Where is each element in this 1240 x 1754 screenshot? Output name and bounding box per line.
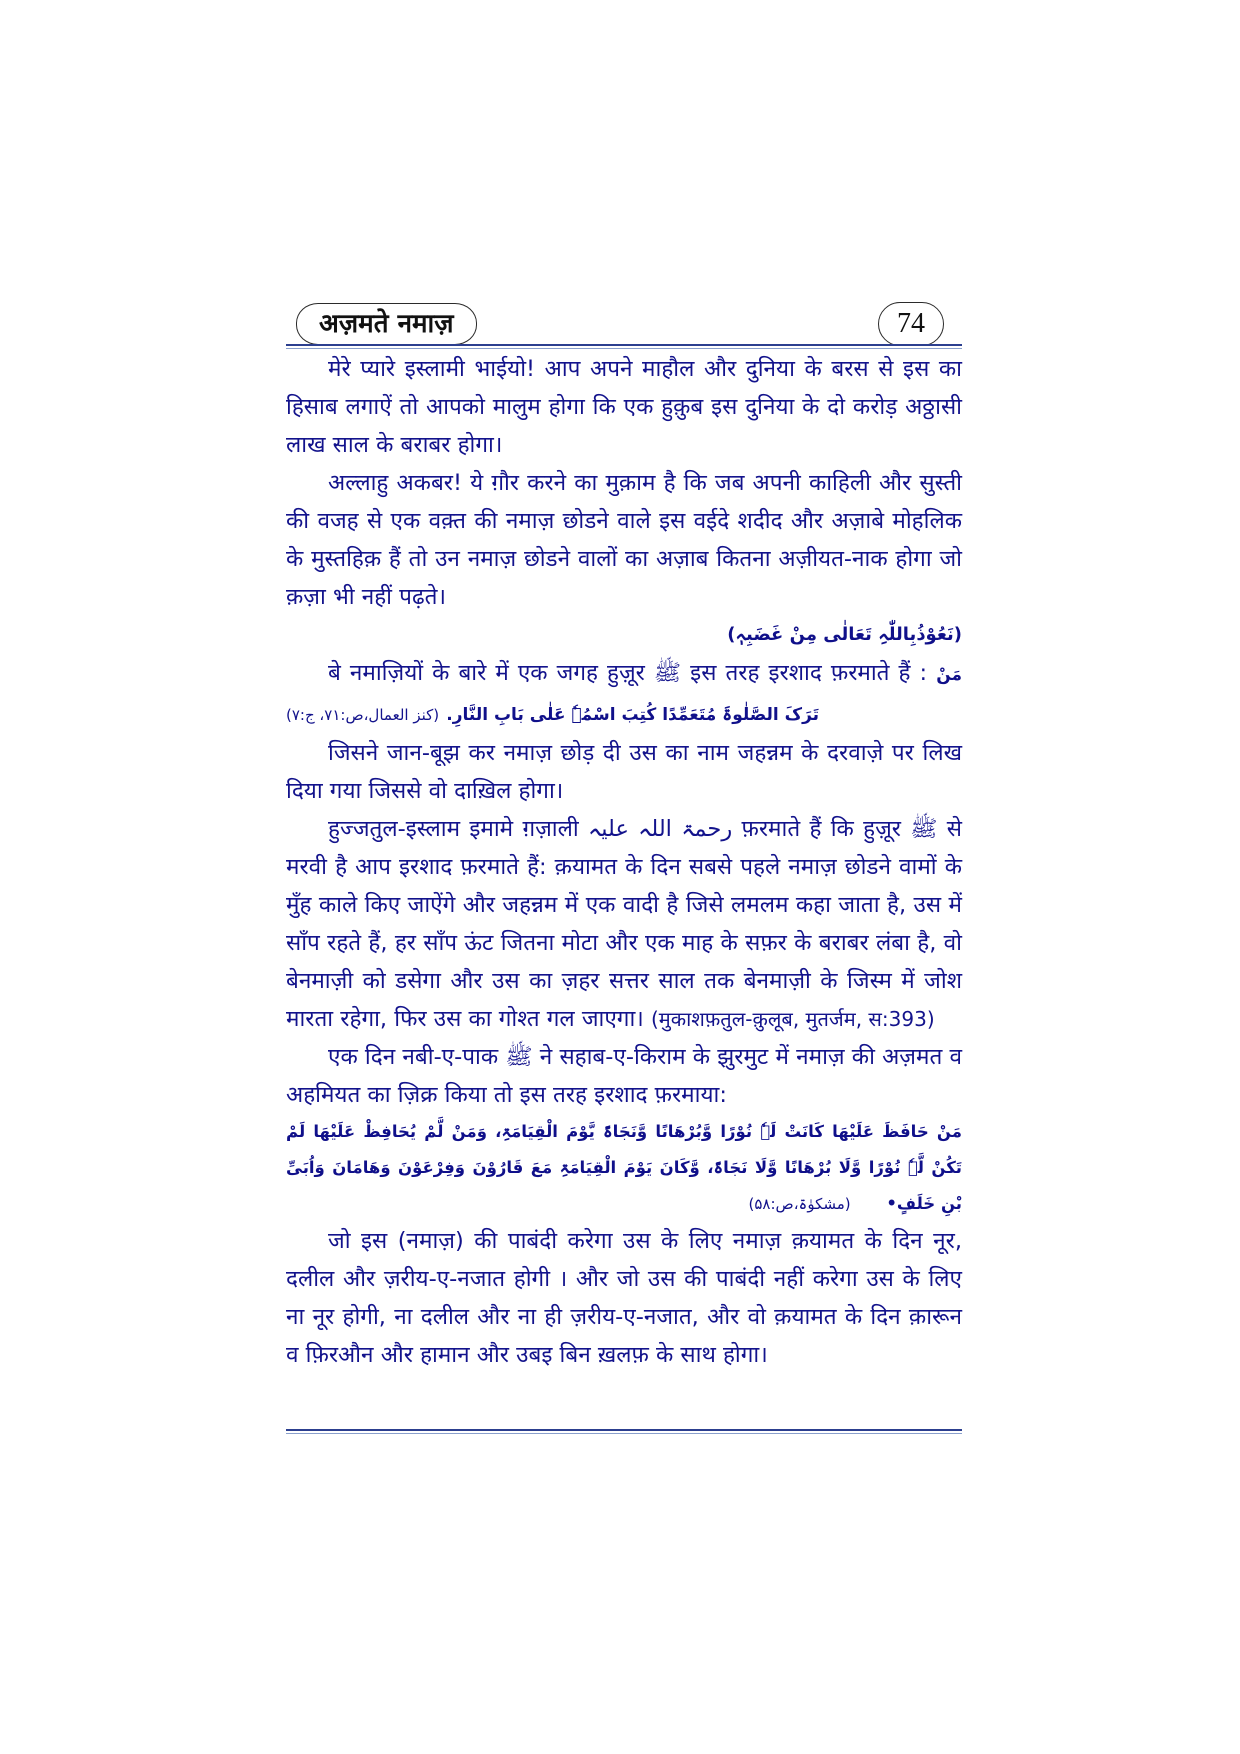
hadith-arabic-1: مَنْ تَرَکَ الصَّلٰوۃَ مُتَعَمِّدًا کُتِبَ اسْمُہٗ عَلٰی بَابِ النَّارِ. bbox=[446, 665, 963, 725]
header-rule-thin bbox=[286, 348, 962, 349]
hadith-arabic-2-text: مَنْ حَافَظَ عَلَیْھَا کَانَتْ لَہٗ نُوْرًا وَّبُرْھَانًا وَّنَجَاۃً یَّوْمَ الْقِیَامَۃِ، وَمَنْ لَّمْ یُحَافِظْ عَلَیْھَا لَمْ تَکُنْ لَّہٗ نُوْرًا وَّلَا بُرْھَانًا وَّلَا نَجَاۃً، وَّکَانَ یَوْمَ الْقِیَامَۃِ مَعَ قَارُوْنَ وَفِرْعَوْنَ وَھَامَانَ وَاُبَیِّ بْنِ خَلَفٍ• bbox=[286, 1122, 962, 1213]
body-text bbox=[286, 350, 962, 1374]
hadith-reference-2: (مشکوٰۃ،ص:۵۸) bbox=[748, 1195, 851, 1213]
paragraph-3-text: बे नमाज़ियों के बारे में एक जगह हुज़ूर ﷺ इस तरह इरशाद फ़रमाते हैं : bbox=[328, 660, 928, 686]
page-number: 74 bbox=[878, 302, 944, 346]
paragraph-6: एक दिन नबी-ए-पाक ﷺ ने सहाब-ए-किराम के झुरमुट में नमाज़ की अज़मत व अहमियत का ज़िक्र किया तो इस तरह इरशाद फ़रमाया: bbox=[286, 1044, 962, 1108]
footer-rule-thin bbox=[286, 1433, 962, 1434]
hadith-arabic-2 bbox=[286, 1114, 962, 1222]
header-rule bbox=[286, 344, 962, 346]
book-title: अज़मते नमाज़ bbox=[296, 303, 477, 345]
footer-rule bbox=[286, 1429, 962, 1431]
arabic-dua: (نَعُوْذُبِاللّٰہِ تَعَالٰی مِنْ غَضَبِہٖ) bbox=[727, 624, 962, 645]
paragraph-5 bbox=[286, 810, 962, 1038]
page-header bbox=[286, 300, 962, 352]
paragraph-2: अल्लाहु अकबर! ये ग़ौर करने का मुक़ाम है कि जब अपनी काहिली और सुस्ती की वजह से एक वक़्त की नमाज़ छोडने वाले इस वईदे शदीद और अज़ाबे मोहलिक के मुस्तहिक़ हैं तो उन नमाज़ छोडने वालों का अज़ाब कितना अज़ीयत-नाक होगा जो क़ज़ा भी नहीं पढ़ते। bbox=[286, 470, 962, 610]
paragraph-5-text: हुज्जतुल-इस्लाम इमामे ग़ज़ाली رحمۃ اللہ علیہ फ़रमाते हैं कि हुज़ूर ﷺ से मरवी है आप इरशाद फ़रमाते हैं: क़यामत के दिन सबसे पहले नमाज़ छोडने वामों के मुँह काले किए जाऐंगे और जहन्नम में एक वादी है जिसे लमलम कहा जाता है, उस में साँप रहते हैं, हर साँप ऊंट जितना मोटा और एक माह के सफ़र के बराबर लंबा है, वो बेनमाज़ी को डसेगा और उस का ज़हर सत्तर साल तक बेनमाज़ी के जिस्म में जोश मारता रहेगा, फिर उस का गोश्त गल जाएगा। bbox=[286, 816, 962, 1032]
hadith-reference-1: (کنز العمال،ص:۷۱، ج:۷) bbox=[286, 706, 440, 724]
paragraph-7: जो इस (नमाज़) की पाबंदी करेगा उस के लिए नमाज़ क़यामत के दिन नूर, दलील और ज़रीय-ए-नजात होगी । और जो उस की पाबंदी नहीं करेगा उस के लिए ना नूर होगी, ना दलील और ना ही ज़रीय-ए-नजात, और वो क़यामत के दिन क़ारून व फ़िरऔन और हामान और उबइ बिन ख़लफ़ के साथ होगा। bbox=[286, 1228, 962, 1368]
paragraph-4: जिसने जान-बूझ कर नमाज़ छोड़ दी उस का नाम जहन्नम के दरवाज़े पर लिख दिया गया जिससे वो दाख़िल होगा। bbox=[286, 740, 962, 804]
paragraph-1: मेरे प्यारे इस्लामी भाईयो! आप अपने माहौल और दुनिया के बरस से इस का हिसाब लगाऐं तो आपको मालुम होगा कि एक हुक़ुब इस दुनिया के दो करोड़ अठ्ठासी लाख साल के बराबर होगा। bbox=[286, 356, 962, 458]
paragraph-3 bbox=[286, 654, 962, 734]
source-citation: (मुकाशफ़तुल-क़ुलूब, मुतर्जम, स:393) bbox=[650, 1007, 935, 1031]
